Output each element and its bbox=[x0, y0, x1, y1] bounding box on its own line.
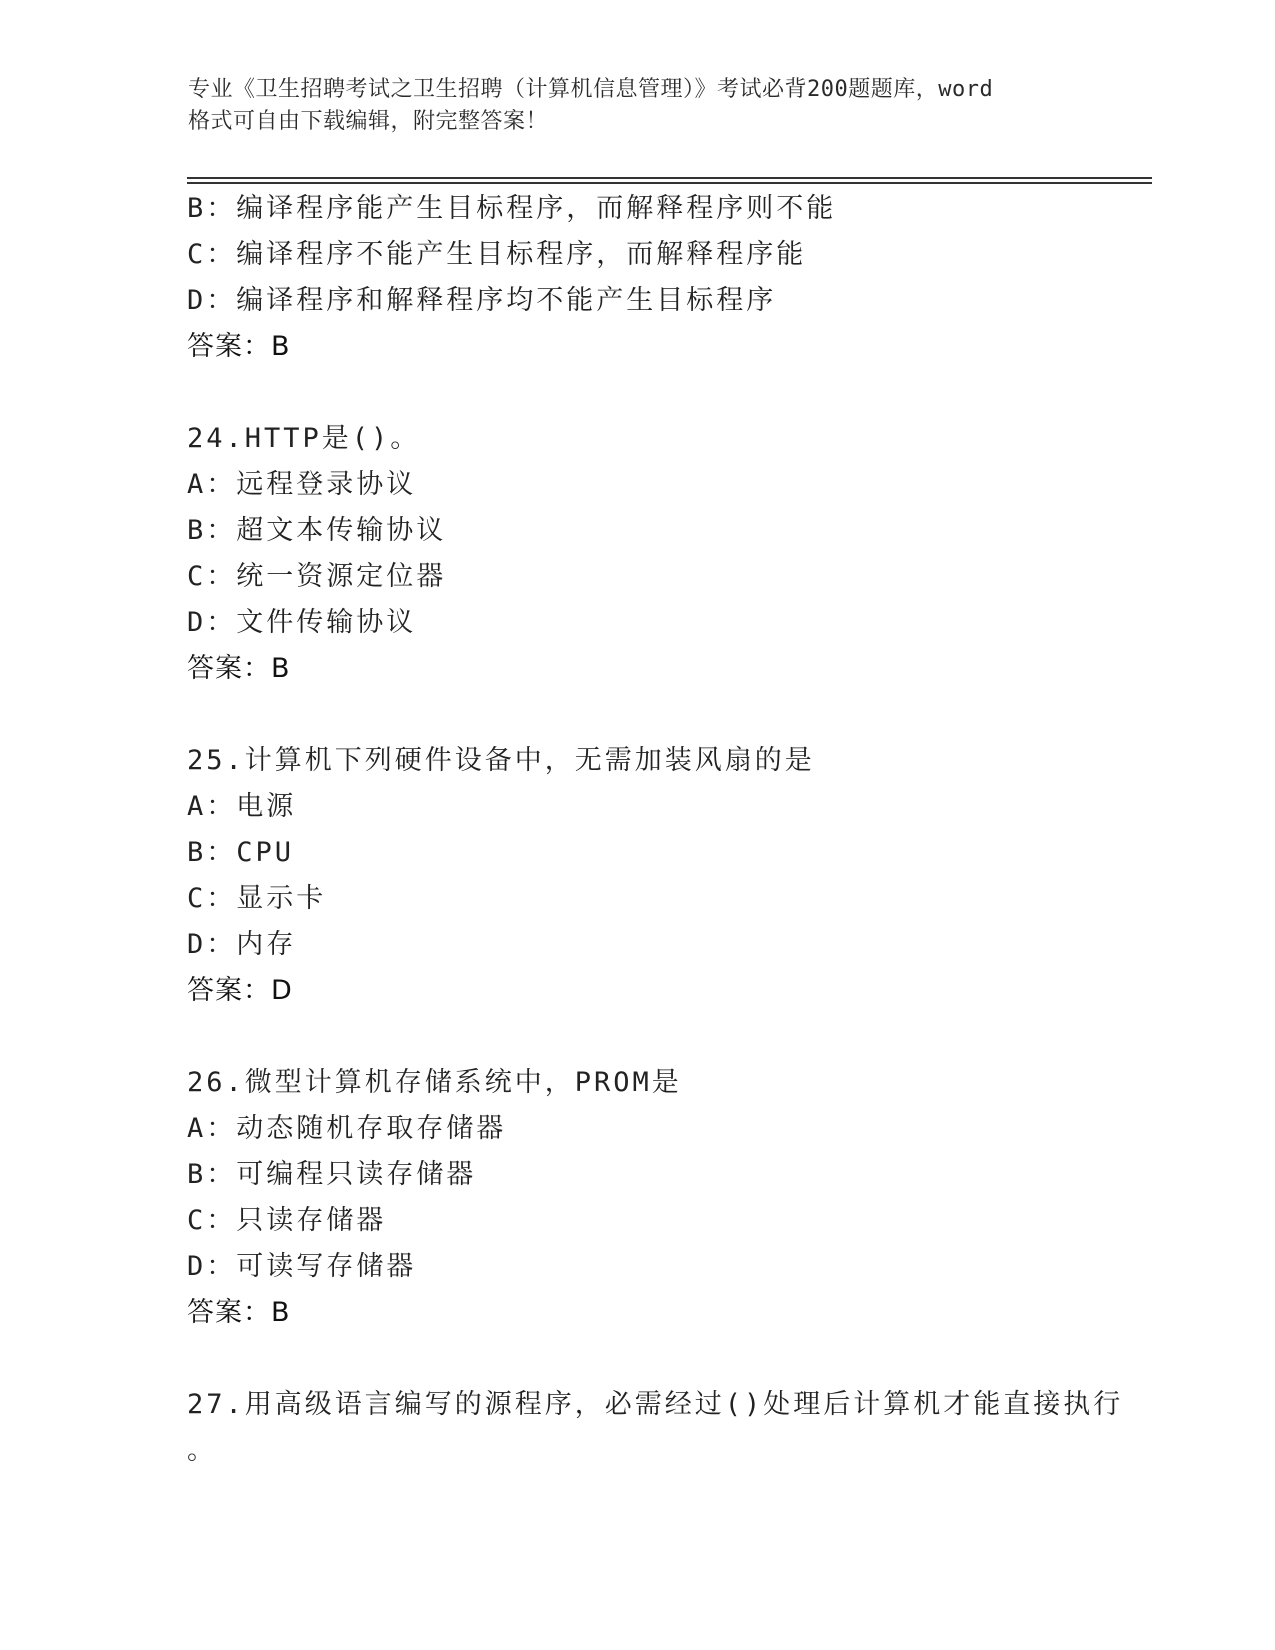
header-divider-bottom bbox=[187, 182, 1152, 184]
question-27 bbox=[187, 1382, 1147, 1474]
option-b: B：编译程序能产生目标程序，而解释程序则不能 bbox=[187, 193, 837, 224]
question-24 bbox=[187, 416, 1147, 692]
option-d: D：编译程序和解释程序均不能产生目标程序 bbox=[187, 285, 777, 316]
question-25 bbox=[187, 738, 1147, 1014]
document-header bbox=[188, 74, 1088, 138]
option-c: C：显示卡 bbox=[187, 883, 327, 914]
option-a: A：远程登录协议 bbox=[187, 469, 417, 500]
spacer bbox=[187, 1014, 1147, 1060]
question-list bbox=[187, 186, 1147, 1474]
header-line-1: 专业《卫生招聘考试之卫生招聘（计算机信息管理）》考试必背200题题库，word bbox=[188, 77, 994, 102]
option-b: B：CPU bbox=[187, 837, 295, 868]
option-d: D：内存 bbox=[187, 929, 297, 960]
option-b: B：可编程只读存储器 bbox=[187, 1159, 477, 1190]
option-c: C：只读存储器 bbox=[187, 1205, 387, 1236]
option-d: D：文件传输协议 bbox=[187, 607, 417, 638]
answer: 答案：B bbox=[187, 331, 291, 362]
option-a: A：动态随机存取存储器 bbox=[187, 1113, 507, 1144]
question-text: 27.用高级语言编写的源程序，必需经过()处理后计算机才能直接执行 bbox=[187, 1389, 1124, 1420]
spacer bbox=[187, 692, 1147, 738]
option-b: B：超文本传输协议 bbox=[187, 515, 447, 546]
answer: 答案：B bbox=[187, 1297, 291, 1328]
option-a: A：电源 bbox=[187, 791, 297, 822]
question-23 bbox=[187, 186, 1147, 370]
question-text-tail: 。 bbox=[187, 1435, 214, 1466]
option-c: C：统一资源定位器 bbox=[187, 561, 447, 592]
question-text: 25.计算机下列硬件设备中，无需加装风扇的是 bbox=[187, 745, 815, 776]
question-text: 24.HTTP是()。 bbox=[187, 423, 421, 454]
question-26 bbox=[187, 1060, 1147, 1336]
question-text: 26.微型计算机存储系统中，PROM是 bbox=[187, 1067, 682, 1098]
spacer bbox=[187, 370, 1147, 416]
answer: 答案：B bbox=[187, 653, 291, 684]
option-d: D：可读写存储器 bbox=[187, 1251, 417, 1282]
option-c: C：编译程序不能产生目标程序，而解释程序能 bbox=[187, 239, 807, 270]
spacer bbox=[187, 1336, 1147, 1382]
answer: 答案：D bbox=[187, 975, 293, 1006]
header-line-2: 格式可自由下载编辑，附完整答案！ bbox=[188, 109, 549, 134]
header-divider-top bbox=[187, 177, 1152, 179]
